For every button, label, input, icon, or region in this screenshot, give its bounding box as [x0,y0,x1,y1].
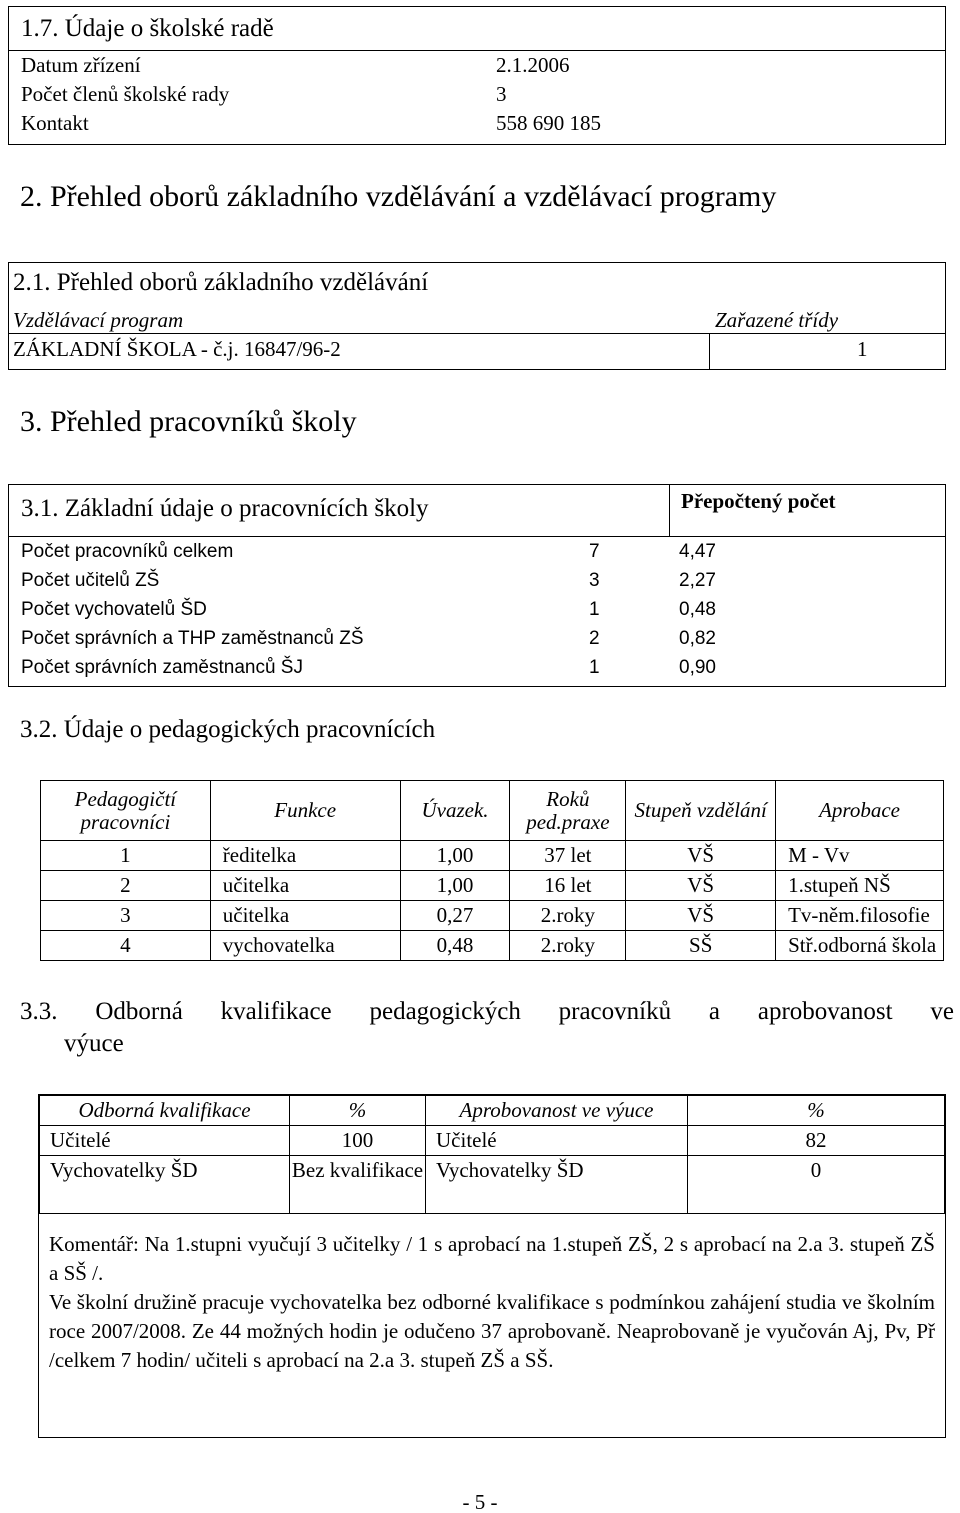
heading-word: pracovníků [558,998,672,1025]
table-row [40,1156,945,1214]
cell-years: 2.roky [510,901,626,931]
cell-education: SŠ [626,931,776,961]
staff-count: 7 [589,541,600,562]
header-education: Stupeň vzdělání [626,781,776,841]
cell-function: učitelka [210,901,400,931]
staff-summary-header [9,485,945,537]
staff-label: Počet správních a THP zaměstnanců ZŠ [21,628,364,649]
heading-word: 3.3. [20,998,58,1025]
header-staff: Pedagogičtí pracovníci [41,781,211,841]
program-classes: 1 [857,337,868,361]
cell-approbation: Stř.odborná škola [776,931,944,961]
cell-value: 100 [290,1126,426,1156]
cell-group: Učitelé [40,1126,290,1156]
info-value: 3 [496,82,507,106]
programs-section [8,262,946,370]
header-function: Funkce [210,781,400,841]
col-classes-header [715,308,838,333]
cell-number: 3 [41,901,211,931]
staff-fte: 0,90 [679,657,716,678]
cell-load: 0,27 [400,901,510,931]
heading-word: Odborná [95,998,183,1025]
section-title: 3.1. Základní údaje o pracovnících školy [21,495,429,522]
qualification-table [39,1095,945,1214]
cell-function: vychovatelka [210,931,400,961]
table-row [40,1126,945,1156]
staff-row [9,566,945,595]
header-years: Roků ped.praxe [510,781,626,841]
heading-2: 2. Přehled oborů základního vzdělávání a vzdělávací programy [20,180,777,213]
heading-3-2: 3.2. Údaje o pedagogických pracovnících [20,716,436,743]
heading-3-3 [20,996,954,1060]
header-percent: % [290,1096,426,1126]
cell-years: 16 let [510,871,626,901]
header-load: Úvazek. [400,781,510,841]
table-header-row [41,781,944,841]
col-program-header [13,308,183,333]
header-approbation: Aprobovanost ve výuce [426,1096,688,1126]
qualification-section [38,1094,946,1438]
table-row [41,931,944,961]
cell-load: 1,00 [400,841,510,871]
staff-row [9,653,945,682]
cell-value: 82 [688,1126,945,1156]
staff-row [9,537,945,566]
heading-line: výuce [64,1030,124,1057]
comment-block [39,1214,945,1375]
cell-group: Vychovatelky ŠD [40,1156,290,1214]
info-label: Datum zřízení [21,53,141,77]
info-label: Kontakt [21,111,89,135]
cell-number: 4 [41,931,211,961]
staff-fte: 4,47 [679,541,716,562]
cell-function: učitelka [210,871,400,901]
col-program-label: Vzdělávací program [13,308,184,332]
divider [709,333,710,370]
cell-number: 1 [41,841,211,871]
page-number: - 5 - [462,1490,498,1513]
cell-load: 0,48 [400,931,510,961]
cell-group: Učitelé [426,1126,688,1156]
col-classes-label: Zařazené třídy [715,308,839,332]
cell-education: VŠ [626,871,776,901]
heading-line [20,996,954,1028]
staff-label: Počet vychovatelů ŠD [21,599,207,620]
table-row [41,901,944,931]
heading-3: 3. Přehled pracovníků školy [20,405,357,438]
heading-word: a [708,998,721,1025]
info-value: 558 690 185 [496,111,601,135]
staff-count: 1 [589,657,600,678]
info-row [9,109,945,138]
staff-fte: 0,48 [679,599,716,620]
cell-years: 2.roky [510,931,626,961]
heading-word: pedagogických [369,998,521,1025]
staff-row [9,624,945,653]
header-approbation: Aprobace [776,781,944,841]
cell-approbation: Tv-něm.filosofie [776,901,944,931]
cell-education: VŠ [626,841,776,871]
section-title: 2.1. Přehled oborů základního vzdělávání [13,269,429,296]
staff-summary-section [8,484,946,687]
staff-row [9,595,945,624]
info-row [9,80,945,109]
program-name: ZÁKLADNÍ ŠKOLA - č.j. 16847/96-2 [13,337,341,361]
comment-paragraph: Ve školní družině pracuje vychovatelka bez odborné kvalifikace s podmínkou zahájení studia ve školním roce 2007/2008. Ze 44 možných hodin je odučeno 37 aprobovaně. Neaprobovaně je vyučován Aj, Pv, Př /celkem 7 hodin/ učiteli s aprobací na 2.a 3. stupeň ZŠ a SŠ. [49,1290,935,1372]
heading-word: ve [930,998,954,1025]
cell-number: 2 [41,871,211,901]
info-row [9,51,945,80]
staff-label: Počet učitelů ZŠ [21,570,160,591]
table-row [41,871,944,901]
cell-group: Vychovatelky ŠD [426,1156,688,1214]
staff-label: Počet správních zaměstnanců ŠJ [21,657,303,678]
cell-approbation: M - Vv [776,841,944,871]
staff-count: 1 [589,599,600,620]
section-title: 1.7. Údaje o školské radě [9,7,945,51]
staff-fte: 2,27 [679,570,716,591]
divider [9,333,945,334]
staff-count: 3 [589,570,600,591]
cell-load: 1,00 [400,871,510,901]
header-percent: % [688,1096,945,1126]
cell-function: ředitelka [210,841,400,871]
heading-word: kvalifikace [220,998,332,1025]
staff-label: Počet pracovníků celkem [21,541,234,562]
divider [669,485,670,537]
cell-value: Bez kvalifikace [290,1156,426,1214]
table-header-row [40,1096,945,1126]
school-board-section [8,6,946,145]
recalc-header: Přepočtený počet [681,489,836,513]
staff-count: 2 [589,628,600,649]
staff-fte: 0,82 [679,628,716,649]
comment-paragraph: Komentář: Na 1.stupni vyučují 3 učitelky / 1 s aprobací na 1.stupeň ZŠ, 2 s aprobací na 2.a 3. stupeň ZŠ a SŠ /. [49,1232,935,1285]
cell-education: VŠ [626,901,776,931]
heading-word: aprobovanost [757,998,893,1025]
header-qualification: Odborná kvalifikace [40,1096,290,1126]
info-value: 2.1.2006 [496,53,570,77]
table-row [41,841,944,871]
info-label: Počet členů školské rady [21,82,230,106]
cell-approbation: 1.stupeň NŠ [776,871,944,901]
cell-years: 37 let [510,841,626,871]
pedagogical-staff-table [40,780,944,961]
cell-value: 0 [688,1156,945,1214]
